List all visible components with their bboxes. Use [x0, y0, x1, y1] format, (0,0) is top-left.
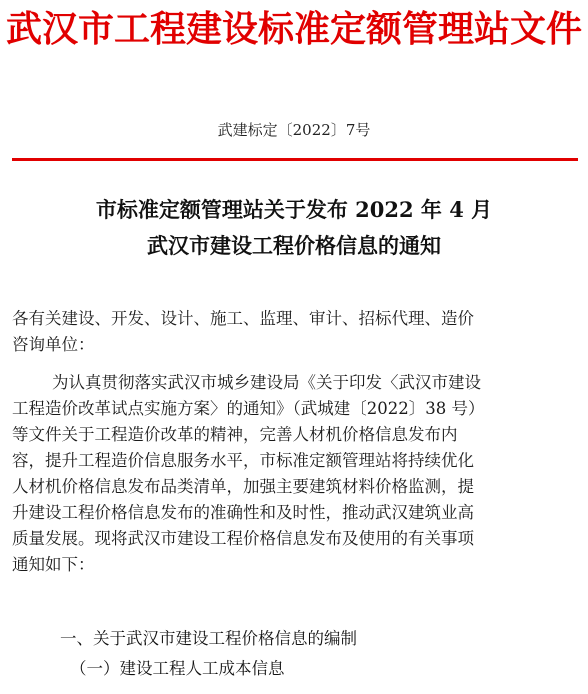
paragraph-line: 容，提升工程造价信息服务水平，市标准定额管理站将持续优化 [12, 451, 474, 470]
addressee-line: 各有关建设、开发、设计、施工、监理、审计、招标代理、造价 [12, 309, 474, 328]
notice-title-line-1: 市标准定额管理站关于发布 2022 年 4 月 [95, 197, 493, 222]
addressee-line: 咨询单位： [12, 335, 95, 354]
section-heading-1: 一、关于武汉市建设工程价格信息的编制 [60, 629, 357, 648]
paragraph-line: 通知如下： [12, 555, 95, 574]
paragraph-line: 工程造价改革试点实施方案〉的通知》（武城建〔2022〕38 号） [12, 399, 485, 418]
paragraph-line: 为认真贯彻落实武汉市城乡建设局《关于印发〈武汉市建设 [52, 373, 481, 392]
notice-title-line-2: 武汉市建设工程价格信息的通知 [147, 233, 441, 258]
addressee-block [12, 306, 572, 358]
red-divider-rule [12, 158, 578, 161]
paragraph-line: 等文件关于工程造价改革的精神，完善人材机价格信息发布内 [12, 425, 458, 444]
body-paragraph [12, 370, 572, 578]
agency-masthead-title: 武汉市工程建设标准定额管理站文件 [5, 9, 582, 50]
subsection-heading-1: （一）建设工程人工成本信息 [70, 659, 285, 678]
paragraph-line: 质量发展。现将武汉市建设工程价格信息发布及使用的有关事项 [12, 529, 474, 548]
paragraph-line: 人材机价格信息发布品类清单，加强主要建筑材料价格监测，提 [12, 477, 474, 496]
paragraph-line: 升建设工程价格信息发布的准确性和及时性，推动武汉建筑业高 [12, 503, 474, 522]
document-number: 武建标定〔2022〕7号 [217, 121, 371, 139]
